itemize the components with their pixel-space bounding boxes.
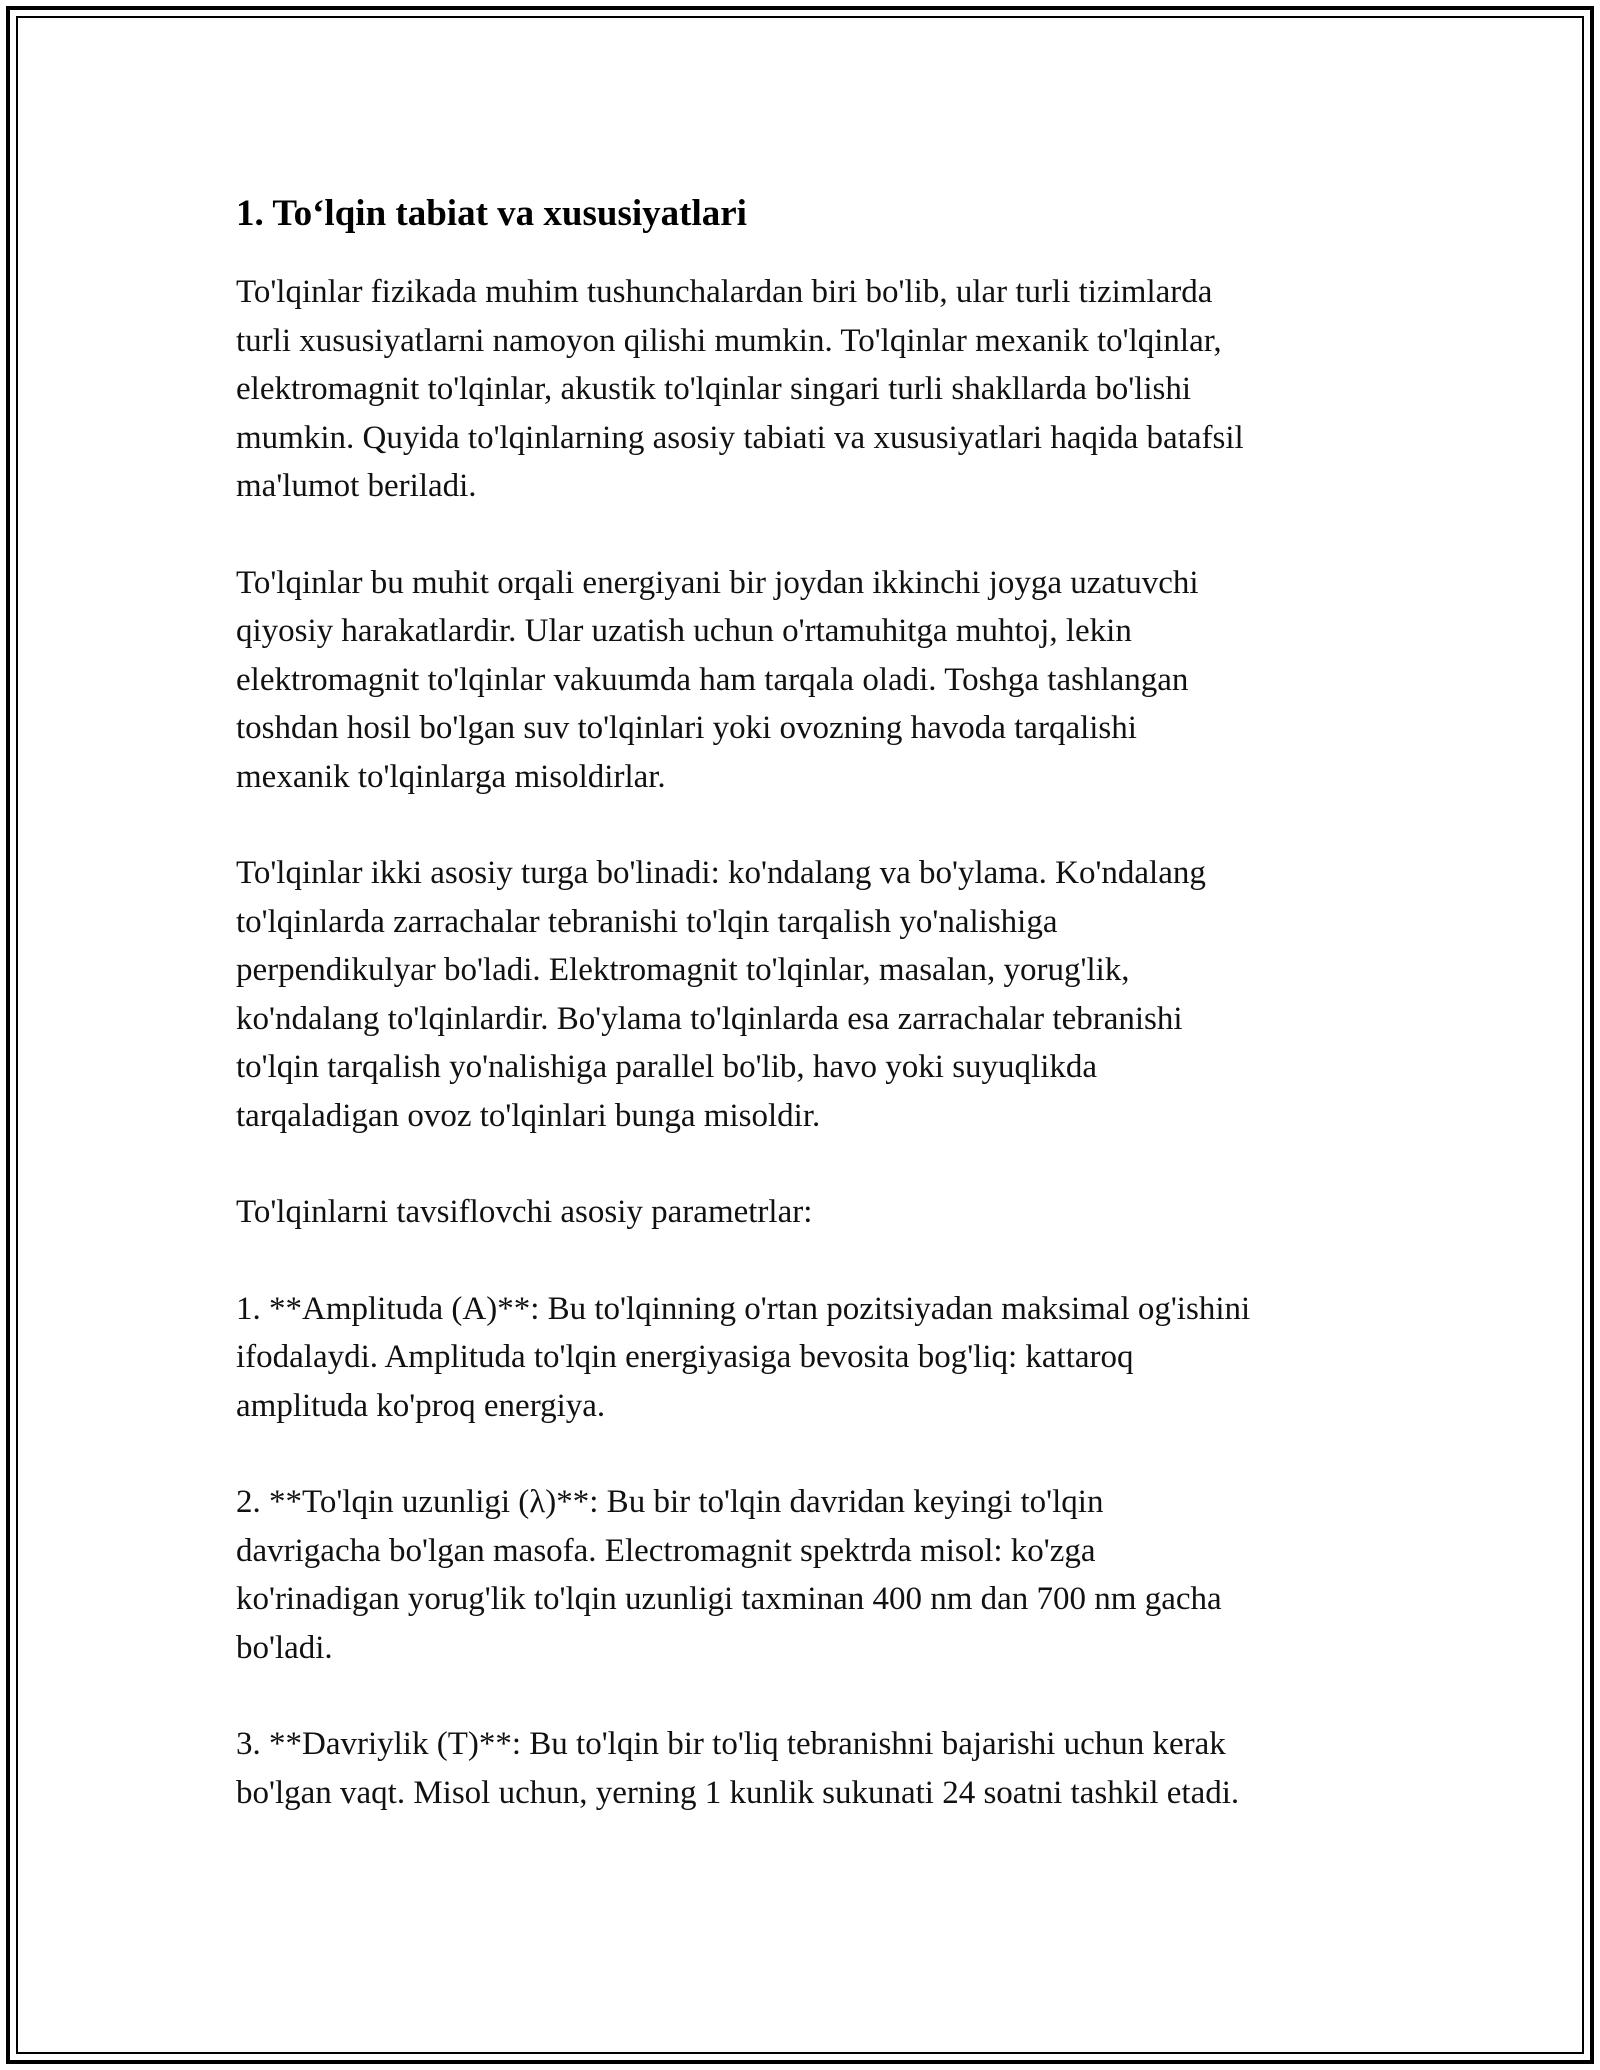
paragraph-intro: To'lqinlar fizikada muhim tushunchalardan biri bo'lib, ular turli tizimlarda turli xususiyatlarni namoyon qilishi mumkin. To'lqinlar mexanik to'lqinlar, elektromagnit to'lqinlar, akustik to'lqinlar singari turli shakllarda bo'lishi mumkin. Quyida to'lqinlarning asosiy tabiati va xususiyatlari haqida batafsil ma'lumot beriladi. — [236, 274, 1244, 504]
list-item-amplitude: 1. **Amplituda (A)**: Bu to'lqinning o'rtan pozitsiyadan maksimal og'ishini ifodalaydi. Amplituda to'lqin energiyasiga bevosita bog'liq: kattaroq amplituda ko'proq energiya. — [236, 1290, 1251, 1424]
list-item-period: 3. **Davriylik (T)**: Bu to'lqin bir to'liq tebranishni bajarishi uchun kerak bo'lgan vaqt. Misol uchun, yerning 1 kunlik sukunati 24 soatni tashkil etadi. — [236, 1726, 1240, 1811]
paragraph-energy-transfer: To'lqinlar bu muhit orqali energiyani bir joydan ikkinchi joyga uzatuvchi qiyosiy harakatlardir. Ular uzatish uchun o'rtamuhitga muhtoj, lekin elektromagnit to'lqinlar vakuumda ham tarqala oladi. Toshga tashlangan toshdan hosil bo'lgan suv to'lqinlari yoki ovozning havoda tarqalishi mexanik to'lqinlarga misoldirlar. — [236, 564, 1199, 795]
section-heading: 1. To‘lqin tabiat va xususiyatlari — [236, 193, 747, 234]
list-item-wavelength: 2. **To'lqin uzunligi (λ)**: Bu bir to'lqin davridan keyingi to'lqin davrigacha bo'lgan masofa. Electromagnit spektrda misol: ko'zga ko'rinadigan yorug'lik to'lqin uzunligi taxminan 400 nm dan 700 nm gacha bo'ladi. — [236, 1484, 1222, 1666]
paragraph-parameters-intro: To'lqinlarni tavsiflovchi asosiy parametrlar: — [236, 1194, 813, 1230]
document-body — [236, 186, 1396, 1865]
paragraph-wave-types: To'lqinlar ikki asosiy turga bo'linadi: ko'ndalang va bo'ylama. Ko'ndalang to'lqinlarda zarrachalar tebranishi to'lqin tarqalish yo'nalishiga perpendikulyar bo'ladi. Elektromagnit to'lqinlar, masalan, yorug'lik, ko'ndalang to'lqinlardir. Bo'ylama to'lqinlarda esa zarrachalar tebranishi to'lqin tarqalish yo'nalishiga parallel bo'lib, havo yoki suyuqlikda tarqaladigan ovoz to'lqinlari bunga misoldir. — [236, 855, 1206, 1134]
